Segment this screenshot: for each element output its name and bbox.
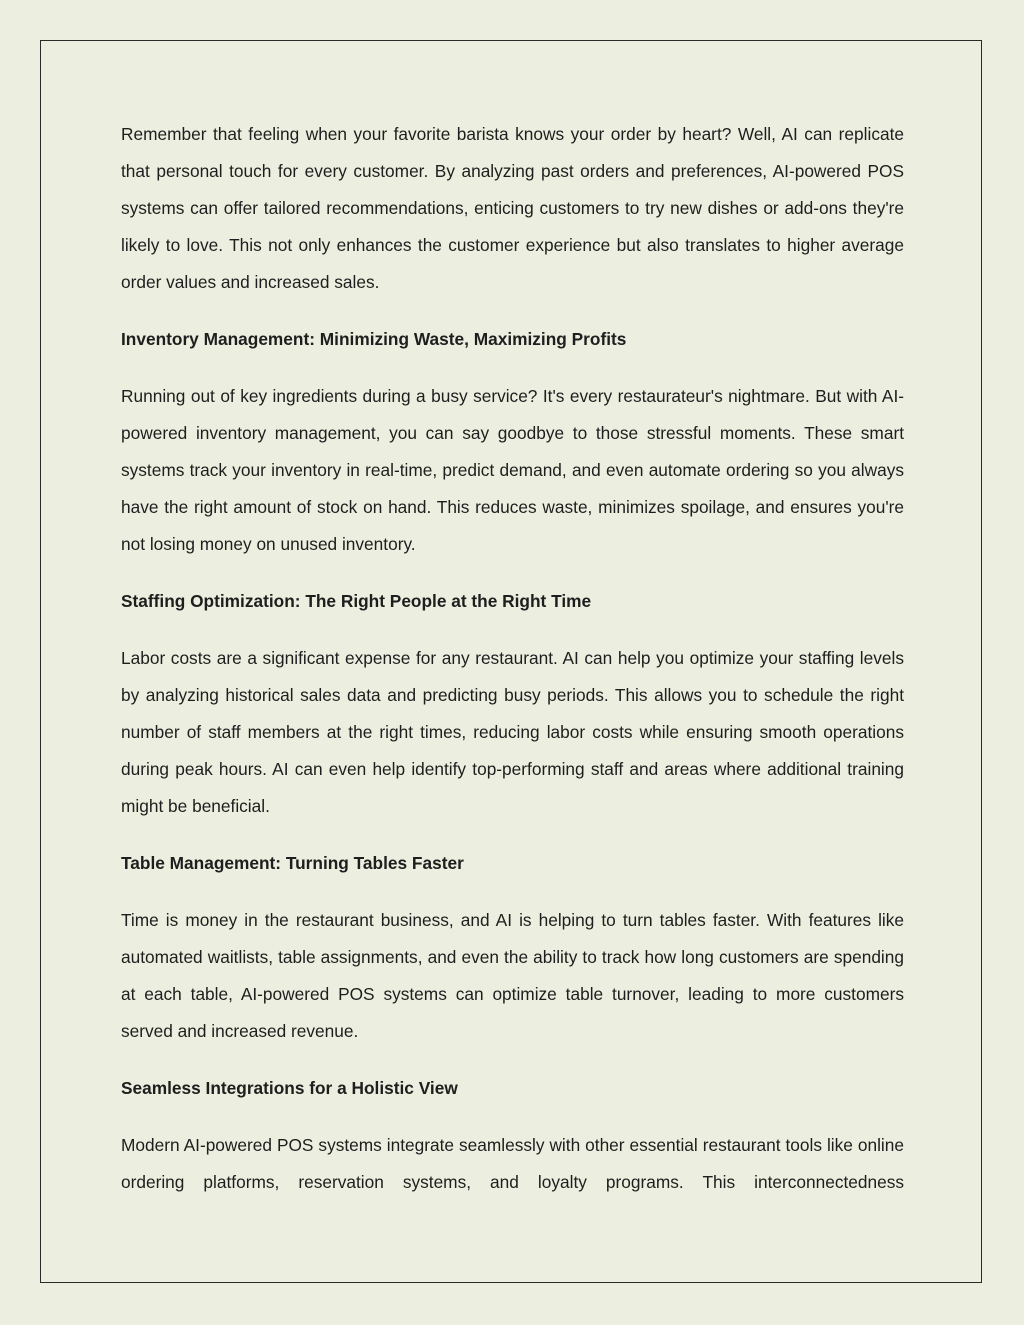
section-body-integrations: Modern AI-powered POS systems integrate seamlessly with other essential restaurant tools like online ordering platforms, reservation systems, and loyalty programs. This interconnectedness xyxy=(121,1135,904,1192)
section-body-inventory: Running out of key ingredients during a busy service? It's every restaurateur's nightmare. But with AI-powered inventory management, you can say goodbye to those stressful moments. These smart systems track your inventory in real-time, predict demand, and even automate ordering so you always have the right amount of stock on hand. This reduces waste, minimizes spoilage, and ensures you're not losing money on unused inventory. xyxy=(121,386,904,554)
section-heading-table-management: Table Management: Turning Tables Faster xyxy=(121,853,464,873)
article-content xyxy=(121,116,904,1221)
page-frame xyxy=(40,40,982,1283)
section-body-staffing: Labor costs are a significant expense for any restaurant. AI can help you optimize your staffing levels by analyzing historical sales data and predicting busy periods. This allows you to schedule the right number of staff members at the right times, reducing labor costs while ensuring smooth operations during peak hours. AI can even help identify top-performing staff and areas where additional training might be beneficial. xyxy=(121,648,904,816)
section-heading-inventory: Inventory Management: Minimizing Waste, Maximizing Profits xyxy=(121,329,627,349)
section-body-table-management: Time is money in the restaurant business, and AI is helping to turn tables faster. With features like automated waitlists, table assignments, and even the ability to track how long customers are spending at each table, AI-powered POS systems can optimize table turnover, leading to more customers served and increased revenue. xyxy=(121,910,904,1041)
section-heading-integrations: Seamless Integrations for a Holistic View xyxy=(121,1078,458,1098)
intro-paragraph: Remember that feeling when your favorite barista knows your order by heart? Well, AI can replicate that personal touch for every customer. By analyzing past orders and preferences, AI-powered POS systems can offer tailored recommendations, enticing customers to try new dishes or add-ons they're likely to love. This not only enhances the customer experience but also translates to higher average order values and increased sales. xyxy=(121,124,904,292)
section-heading-staffing: Staffing Optimization: The Right People at the Right Time xyxy=(121,591,592,611)
